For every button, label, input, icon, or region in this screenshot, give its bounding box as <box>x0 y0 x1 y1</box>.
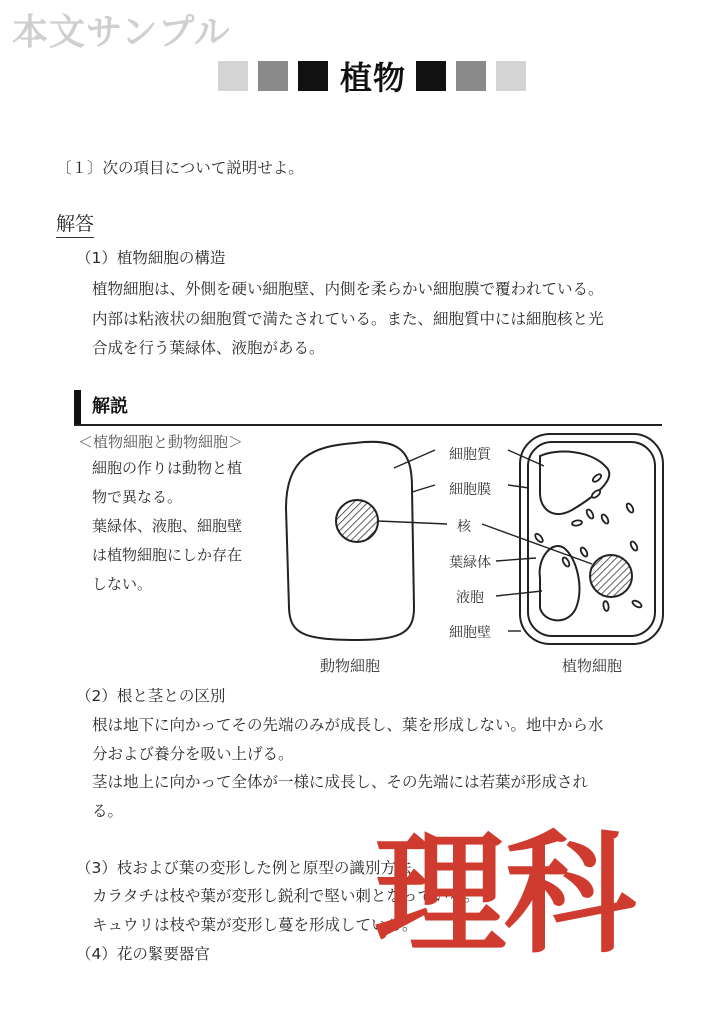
item-2-line: 茎は地上に向かって全体が一様に成長し、その先端には若葉が形成され <box>92 773 589 791</box>
item-4-title: （4）花の緊要器官 <box>76 945 210 963</box>
item-1-line: 合成を行う葉緑体、液胞がある。 <box>92 339 325 357</box>
explanation-rule <box>74 424 662 426</box>
item-1-title: （1）植物細胞の構造 <box>76 249 226 267</box>
label-nucleus: 核 <box>457 519 471 535</box>
item-3-title: （3）枝および葉の変形した例と原型の識別方法 <box>76 859 412 877</box>
explanation-line: 細胞の作りは動物と植 <box>92 459 243 477</box>
animal-cell-nucleus <box>336 500 378 542</box>
explanation-bar <box>74 390 81 424</box>
label-cell-wall: 細胞壁 <box>449 625 491 641</box>
explanation-heading: 解説 <box>92 396 128 417</box>
item-2-line: 分および養分を吸い上げる。 <box>92 745 294 763</box>
chloroplast <box>572 520 583 527</box>
caption-animal-cell: 動物細胞 <box>319 657 381 675</box>
item-1-line: 内部は粘液状の細胞質で満たされている。また、細胞質中には細胞核と光 <box>92 310 604 328</box>
banner-square-dark <box>298 61 328 91</box>
label-chloroplast: 葉緑体 <box>449 555 491 571</box>
title-banner <box>218 56 536 96</box>
item-2-title: （2）根と茎との区別 <box>76 687 226 705</box>
leader-line-membrane-animal <box>412 485 435 492</box>
item-3-line: カラタチは枝や葉が変形し鋭利で堅い刺となっている。 <box>92 887 480 905</box>
explanation-subheading: ＜植物細胞と動物細胞＞ <box>78 433 244 451</box>
item-1-line: 植物細胞は、外側を硬い細胞壁、内側を柔らかい細胞膜で覆われている。 <box>92 280 604 298</box>
watermark: 本文サンプル <box>12 12 231 53</box>
explanation-line: しない。 <box>92 575 153 593</box>
caption-plant-cell: 植物細胞 <box>561 657 623 675</box>
explanation-line: 葉緑体、液胞、細胞壁 <box>92 517 243 535</box>
chloroplast <box>603 601 610 612</box>
banner-square-mid <box>456 61 486 91</box>
answer-heading: 解答 <box>56 212 94 238</box>
question-text: 〔１〕次の項目について説明せよ。 <box>56 159 304 177</box>
cell-diagram <box>272 428 672 684</box>
label-vacuole: 液胞 <box>456 590 484 606</box>
plant-cell-nucleus <box>590 555 632 597</box>
banner-square-dark <box>416 61 446 91</box>
subject-stamp: 理科 <box>374 818 634 972</box>
explanation-line: は植物細胞にしか存在 <box>92 546 243 564</box>
explanation-line: 物で異なる。 <box>92 488 183 506</box>
page-title: 植物 <box>340 59 407 97</box>
label-cell-membrane: 細胞膜 <box>449 482 491 498</box>
banner-square-light <box>496 61 526 91</box>
item-2-line: る。 <box>92 802 124 820</box>
item-3-line: キュウリは枝や葉が変形し蔓を形成している。 <box>92 916 418 934</box>
banner-square-mid <box>258 61 288 91</box>
item-2-line: 根は地下に向かってその先端のみが成長し、葉を形成しない。地中から水 <box>92 716 604 734</box>
label-cytoplasm: 細胞質 <box>449 447 491 463</box>
banner-square-light <box>218 61 248 91</box>
